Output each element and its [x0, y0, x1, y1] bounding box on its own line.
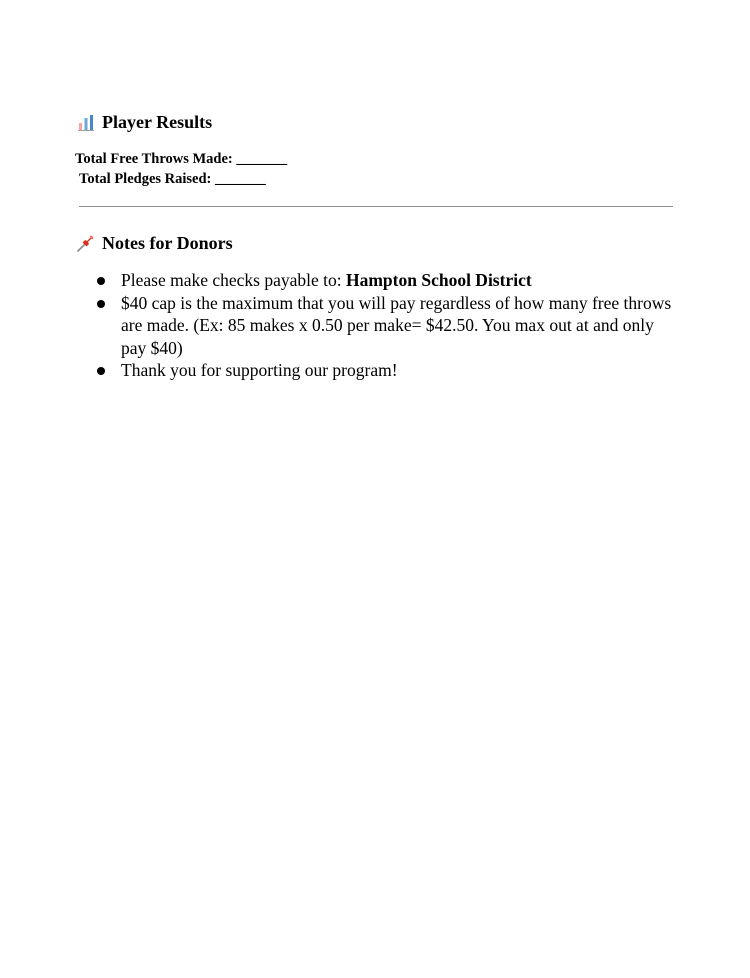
- total-pledges-line: Total Pledges Raised: _______: [79, 171, 266, 187]
- list-item: [97, 359, 673, 382]
- list-item: [97, 292, 673, 360]
- notes-heading: [76, 232, 233, 254]
- bar-chart-icon: [76, 112, 96, 132]
- donor-notes-list: [97, 269, 673, 382]
- pushpin-icon: [76, 233, 96, 253]
- note-text: Thank you for supporting our program!: [121, 360, 398, 380]
- list-item: [97, 269, 673, 292]
- bullet-icon: [97, 367, 105, 375]
- note-text: Please make checks payable to:: [121, 270, 346, 290]
- notes-title: Notes for Donors: [102, 233, 233, 253]
- player-results-heading: [76, 111, 212, 133]
- payee-name: Hampton School District: [345, 270, 532, 290]
- total-free-throws-line: Total Free Throws Made: _______: [75, 151, 288, 167]
- bullet-icon: [97, 300, 105, 308]
- section-divider: [79, 206, 673, 207]
- bullet-icon: [97, 277, 105, 285]
- note-text: $40 cap is the maximum that you will pay regardless of how many free throws are made. (Ex: 85 makes x 0.50 per make= $42.50. You max out at and only pay $40): [121, 292, 672, 358]
- player-results-title: Player Results: [102, 112, 213, 132]
